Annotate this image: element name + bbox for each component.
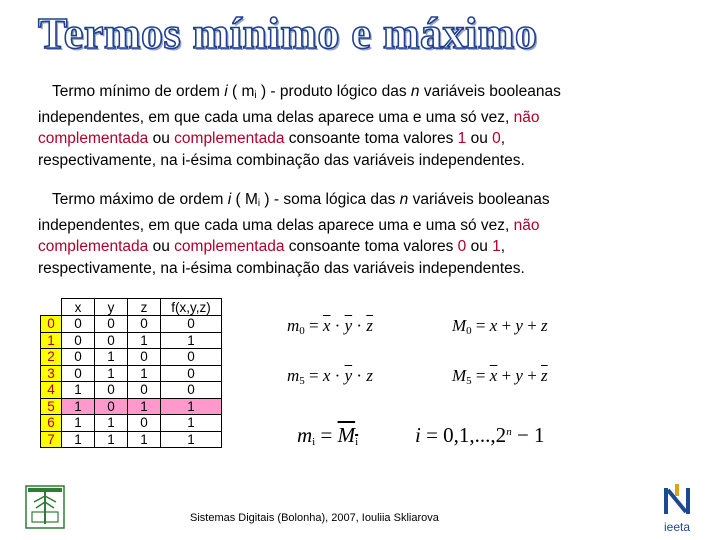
table-row: [41, 415, 222, 432]
table-cell: 0: [161, 365, 222, 382]
row-index: 6: [41, 415, 62, 432]
table-cell: 0: [161, 316, 222, 333]
table-cell: 0: [95, 398, 128, 415]
table-cell: 0: [62, 316, 95, 333]
table-cell: 1: [95, 431, 128, 448]
table-row: [41, 382, 222, 399]
table-cell: 1: [161, 398, 222, 415]
row-index: 7: [41, 431, 62, 448]
index-header: [41, 299, 62, 316]
university-logo-icon: [24, 484, 66, 530]
table-cell: 1: [95, 415, 128, 432]
table-cell: 1: [95, 365, 128, 382]
table-cell: 1: [161, 332, 222, 349]
formula-index-range: $i = 0,1,...,2^n - 1$: [415, 423, 545, 447]
table-header: f(x,y,z): [161, 299, 222, 316]
row-index: 0: [41, 316, 62, 333]
maxterm-definition: Termo máximo de ordem i ( $M_i$ ) - soma lógica das n variáveis booleanas independentes, em que cada uma delas aparece uma e uma só vez, não complementada ou complementada consoante toma valores 0 ou 1, respectivamente, na i-ésima combinação das variáveis independentes.: [38, 191, 550, 277]
table-cell: 0: [95, 382, 128, 399]
table-cell: 1: [128, 431, 161, 448]
row-index: 2: [41, 349, 62, 366]
table-cell: 0: [128, 349, 161, 366]
table-row: [41, 431, 222, 448]
table-row: [41, 365, 222, 382]
table-row: [41, 316, 222, 333]
table-row: [41, 332, 222, 349]
table-header: x: [62, 299, 95, 316]
table-cell: 0: [95, 316, 128, 333]
truth-table: [40, 298, 222, 448]
formula-M5: $M_5 = \overline{x} + y + \overline{z}$: [452, 366, 548, 387]
row-index: 3: [41, 365, 62, 382]
page-title: Termos mínimo e máximo: [38, 9, 538, 58]
ieeta-logo: [658, 482, 696, 536]
row-index: 5: [41, 398, 62, 415]
formula-M0: $M_0 = x + y + z$: [452, 316, 548, 337]
table-cell: 1: [128, 365, 161, 382]
table-cell: 1: [161, 415, 222, 432]
table-cell: 1: [161, 431, 222, 448]
row-index: 1: [41, 332, 62, 349]
ieeta-label: ieeta: [663, 520, 691, 534]
table-cell: 1: [62, 415, 95, 432]
table-cell: 0: [161, 382, 222, 399]
table-cell: 1: [128, 332, 161, 349]
table-cell: 0: [128, 382, 161, 399]
footer-text: Sistemas Digitais (Bolonha), 2007, Iouliia Skliarova: [190, 512, 439, 524]
minterm-definition: Termo mínimo de ordem i ( $m_i$ ) - produto lógico das n variáveis booleanas independentes, em que cada uma delas aparece uma e uma só vez, não complementada ou complementada consoante toma valores 1 ou 0, respectivamente, na i-ésima combinação das variáveis independentes.: [38, 83, 561, 169]
formula-m0: $m_0 = \overline{x} \cdot \overline{y} \cdot \overline{z}$: [287, 316, 373, 337]
table-row-highlighted: [41, 398, 222, 415]
table-cell: 1: [95, 349, 128, 366]
table-cell: 1: [128, 398, 161, 415]
table-cell: 0: [161, 349, 222, 366]
formula-m5: $m_5 = x \cdot \overline{y} \cdot z$: [287, 366, 373, 387]
table-cell: 0: [62, 365, 95, 382]
table-cell: 0: [95, 332, 128, 349]
table-cell: 0: [62, 332, 95, 349]
ieeta-logo-icon: [658, 482, 696, 518]
table-cell: 0: [128, 415, 161, 432]
table-cell: 0: [128, 316, 161, 333]
table-header: z: [128, 299, 161, 316]
table-header: y: [95, 299, 128, 316]
table-row: [41, 349, 222, 366]
table-cell: 1: [62, 398, 95, 415]
formula-mi-complement: $m_i = M_i$: [297, 423, 359, 448]
table-cell: 1: [62, 382, 95, 399]
row-index: 4: [41, 382, 62, 399]
table-cell: 1: [62, 431, 95, 448]
table-cell: 0: [62, 349, 95, 366]
